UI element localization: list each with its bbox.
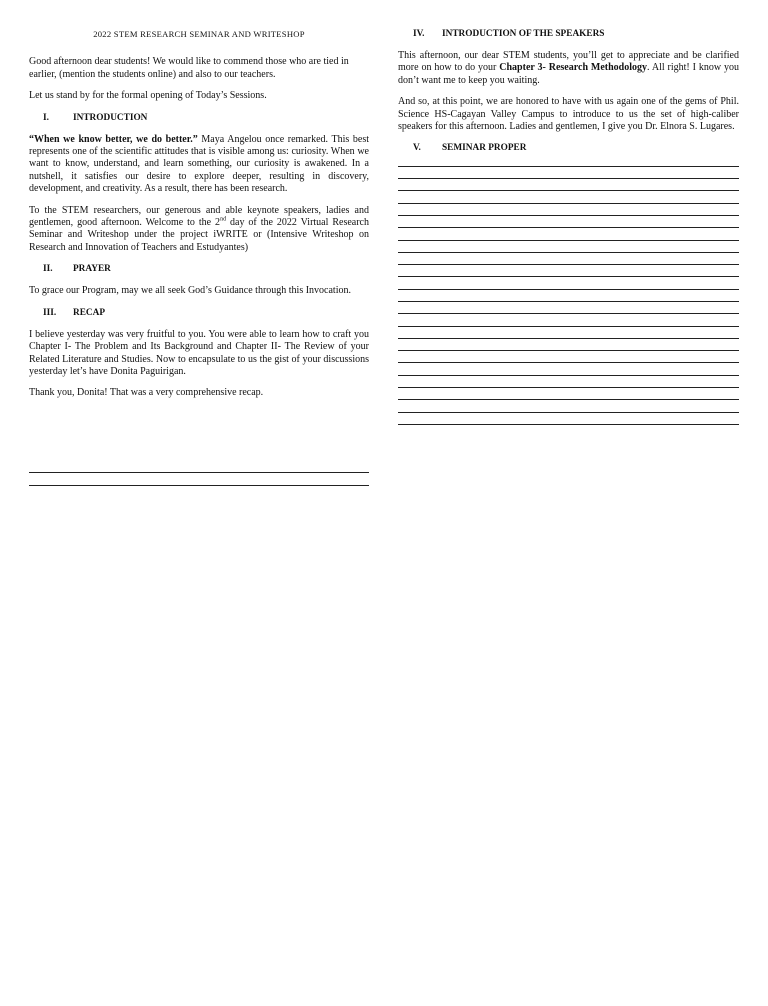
seminar-writing-lines [398,166,739,425]
section-title: INTRODUCTION [73,112,148,123]
writing-line [398,412,739,413]
welcome-text-a: To the STEM researchers, our generous and able keynote speakers, ladies and gentlemen, good afternoon. Welcome to the 2 [29,204,369,229]
section-heading-seminar-proper [398,142,739,154]
section-heading-prayer [29,263,369,275]
right-column [398,26,739,425]
section-number: IV. [413,29,425,39]
writing-line [398,350,739,351]
writing-line [29,485,369,486]
left-writing-lines [29,472,369,486]
writing-line [398,387,739,388]
writing-line [398,276,739,277]
section-title: RECAP [73,307,106,318]
writing-line [398,313,739,314]
writing-line [29,472,369,473]
section-heading-recap [29,307,369,319]
section-title: SEMINAR PROPER [442,143,527,154]
section-number: III. [43,307,57,318]
recap-paragraph: I believe yesterday was very fruitful to you. You were able to learn how to craft you Chapter I- The Problem and Its Background and Chapter II- The Review of your Related Literature and Studies. Now to encapsulate to us the gist of your discussions yesterday let’s have Donita Paguirigan. [29,328,369,377]
writing-line [398,375,739,376]
section-title: INTRODUCTION OF THE SPEAKERS [442,29,605,39]
writing-line [398,215,739,216]
writing-line [398,362,739,363]
welcome-text-b: day of the 2022 Virtual Research Seminar and Writeshop under the project iWRITE or (Intensive Writeshop on Research and Innovation of Teachers and Estudyantes) [29,217,369,253]
speakers-text-a: This afternoon, our dear STEM students, you’ll get to appreciate and be clarified more on how to do your [398,50,739,74]
writing-line [398,399,739,400]
left-column [29,26,369,486]
writing-line [398,289,739,290]
speakers-text-b: . All right! I know you don’t want me to keep you waiting. [398,62,739,86]
writing-line [398,424,739,425]
writing-line [398,338,739,339]
prayer-paragraph: To grace our Program, may we all seek God’s Guidance through this Invocation. [29,285,351,297]
writing-line [398,252,739,253]
section-heading-speakers [398,28,739,40]
intro-quote-text: Maya Angelou once remarked. This best represents one of the scientific attitudes that is visible among us: curiosity. When we want to know, understand, and learn something, our curiosity is awakened. In a nutshell, it satisfies our desire to explore deeper, resulting in discovery, development, and creativity. As a result, there has been research. [29,133,369,195]
writing-line [398,326,739,327]
document-title: 2022 STEM RESEARCH SEMINAR AND WRITESHOP [93,29,305,39]
speakers-paragraph-2: And so, at this point, we are honored to have with us again one of the gems of Phil. Science HS-Cagayan Valley Campus to introduce to us the set of high-caliber speakers for this afternoon. Ladies and gentlemen, I give you Dr. Elnora S. Lugares. [398,96,739,133]
greeting-paragraph: Good afternoon dear students! We would like to commend those who are tied in earlier, (mention the students online) and also to our teachers. [29,56,349,80]
section-heading-introduction [29,112,369,124]
speakers-paragraph-1 [398,50,739,87]
writing-line [398,240,739,241]
writing-line [398,227,739,228]
welcome-ordinal: nd [220,216,227,223]
chapter-3-title: Chapter 3- Research Methodology [499,62,648,74]
section-title: PRAYER [73,264,111,275]
intro-quote-paragraph [29,134,369,196]
welcome-paragraph [29,205,369,255]
stand-by-paragraph: Let us stand by for the formal opening of Today’s Sessions. [29,90,267,102]
writing-line [398,178,739,179]
intro-quote: “When we know better, we do better.” [29,133,198,145]
section-number: I. [43,112,49,123]
writing-line [398,190,739,191]
writing-line [398,203,739,204]
section-number: II. [43,264,53,275]
section-number: V. [413,143,421,154]
writing-line [398,264,739,265]
writing-line [398,301,739,302]
writing-line [398,166,739,167]
recap-thanks: Thank you, Donita! That was a very comprehensive recap. [29,387,264,399]
